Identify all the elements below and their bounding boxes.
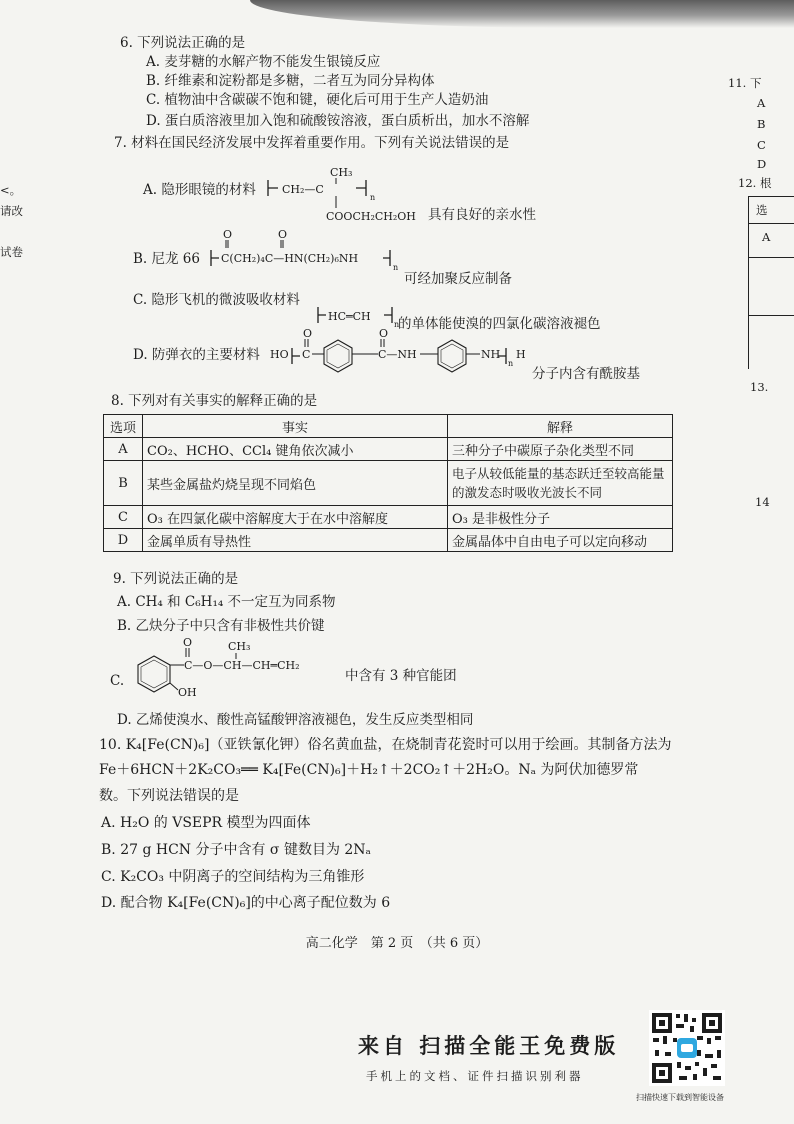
q9-option-d: D. 乙烯使溴水、酸性高锰酸钾溶液褪色，发生反应类型相同 xyxy=(117,712,474,728)
q7-d-o1: O xyxy=(303,327,313,340)
q7-c-n: n xyxy=(394,320,400,329)
table-cell-fact: O₃ 在四氯化碳中溶解度大于在水中溶解度 xyxy=(143,506,448,529)
q9-c-oh: OH xyxy=(178,686,197,699)
q6-option-d: D. 蛋白质溶液里加入饱和硫酸铵溶液，蛋白质析出，加水不溶解 xyxy=(146,113,530,129)
q6-option-c: C. 植物油中含碳碳不饱和键，硬化后可用于生产人造奶油 xyxy=(146,92,489,108)
q7-a-side: COOCH₂CH₂OH xyxy=(326,210,416,223)
table-cell-explanation: 电子从较低能量的基态跃迁至较高能量的激发态时吸收光波长不同 xyxy=(448,461,673,506)
table-cell-option: A xyxy=(104,438,143,461)
table-cell-explanation: O₃ 是非极性分子 xyxy=(448,506,673,529)
table-header-row xyxy=(104,415,673,438)
margin-right-b: B xyxy=(757,117,766,131)
q10-option-a: A. H₂O 的 VSEPR 模型为四面体 xyxy=(101,815,311,831)
q7-option-d-tail: 分子内含有酰胺基 xyxy=(532,366,640,382)
margin-right-14: 14 xyxy=(755,495,770,509)
qr-caption: 扫描快速下载到智能设备 xyxy=(636,1093,724,1102)
margin-right-13: 13. xyxy=(750,380,769,394)
margin-left-3: 试卷 xyxy=(0,245,23,259)
q7-option-a-label: A. 隐形眼镜的材料 xyxy=(143,182,256,198)
q8-table xyxy=(103,414,673,552)
scanner-brand-subtitle: 手机上的文档、证件扫描识别利器 xyxy=(366,1069,584,1083)
q7-d-ho: HO xyxy=(270,348,289,361)
q7-a-main: CH₂—C xyxy=(282,183,324,196)
margin-right-11: 11. 下 xyxy=(728,76,762,90)
margin-right-d: D xyxy=(757,157,767,171)
q7-d-c1: C xyxy=(302,348,311,361)
margin-right-a: A xyxy=(757,96,766,110)
page-footer: 高二化学 第 2 页 （共 6 页） xyxy=(305,936,489,951)
q7-d-c2: C—NH xyxy=(378,348,417,361)
q9-c-chain: C—O—CH—CH═CH₂ xyxy=(184,659,300,672)
q9-option-a: A. CH₄ 和 C₆H₁₄ 不一定互为同系物 xyxy=(117,594,336,610)
table-cell-option: C xyxy=(104,506,143,529)
q7-option-c-tail: 的单体能使溴的四氯化碳溶液褪色 xyxy=(398,316,601,332)
q10-stem-line3: 数。下列说法错误的是 xyxy=(99,788,239,804)
q6-option-a: A. 麦芽糖的水解产物不能发生银镜反应 xyxy=(146,54,381,70)
q7-option-c-label: C. 隐形飞机的微波吸收材料 xyxy=(133,292,300,308)
table-row xyxy=(104,506,673,529)
table-row xyxy=(104,461,673,506)
q7-b-o1: O xyxy=(223,228,233,241)
q7-b-structure xyxy=(207,228,407,278)
table-cell-explanation: 三种分子中碳原子杂化类型不同 xyxy=(448,438,673,461)
table-cell-fact: CO₂、HCHO、CCl₄ 键角依次减小 xyxy=(143,438,448,461)
table-header-explanation: 解释 xyxy=(448,415,673,438)
q7-d-o2: O xyxy=(379,327,389,340)
scan-shadow xyxy=(250,0,794,28)
margin-right-table-fragment xyxy=(748,196,794,369)
q6-option-b: B. 纤维素和淀粉都是多糖，二者互为同分异构体 xyxy=(146,73,435,89)
q10-option-b: B. 27 g HCN 分子中含有 σ 键数目为 2Nₐ xyxy=(101,842,371,858)
q10-option-d: D. 配合物 K₄[Fe(CN)₆]的中心离子配位数为 6 xyxy=(101,895,391,911)
q7-b-n: n xyxy=(393,263,399,272)
q9-c-structure xyxy=(132,636,352,706)
margin-right-12: 12. 根 xyxy=(738,176,772,190)
q7-d-nh: NH xyxy=(481,348,501,361)
table-row xyxy=(104,438,673,461)
q7-option-d-label: D. 防弹衣的主要材料 xyxy=(133,347,260,363)
q9-c-ch3: CH₃ xyxy=(228,640,251,653)
table-row xyxy=(104,529,673,552)
q7-option-a-tail: 具有良好的亲水性 xyxy=(428,207,536,223)
q10-stem-line2: Fe＋6HCN＋2K₂CO₃══ K₄[Fe(CN)₆]＋H₂↑＋2CO₂↑＋2H₂O。Nₐ 为阿伏加德罗常 xyxy=(99,762,639,778)
table-cell-explanation: 金属晶体中自由电子可以定向移动 xyxy=(448,529,673,552)
qr-code-icon[interactable] xyxy=(649,1010,725,1086)
q7-b-formula: C(CH₂)₄C—HN(CH₂)₆NH xyxy=(221,252,359,265)
table-cell-option: B xyxy=(104,461,143,506)
table-cell-fact: 某些金属盐灼烧呈现不同焰色 xyxy=(143,461,448,506)
scanner-brand-title: 来自 扫描全能王免费版 xyxy=(358,1033,620,1058)
q7-d-n: n xyxy=(508,359,514,368)
q6-stem: 6. 下列说法正确的是 xyxy=(120,35,246,51)
q7-stem: 7. 材料在国民经济发展中发挥着重要作用。下列有关说法错误的是 xyxy=(114,135,510,151)
q7-a-n: n xyxy=(370,193,376,202)
q7-d-h: H xyxy=(516,348,526,361)
q9-stem: 9. 下列说法正确的是 xyxy=(113,571,239,587)
table-header-option: 选项 xyxy=(104,415,143,438)
q8-stem: 8. 下列对有关事实的解释正确的是 xyxy=(111,393,318,409)
margin-right-c: C xyxy=(757,138,766,152)
table-header-fact: 事实 xyxy=(143,415,448,438)
q7-c-formula: HC═CH xyxy=(328,310,371,323)
margin-left-2: 请改 xyxy=(0,204,23,218)
margin-right-table-head: 选 xyxy=(756,203,768,217)
table-cell-option: D xyxy=(104,529,143,552)
q9-c-o: O xyxy=(183,636,193,649)
margin-left-1: <。 xyxy=(0,183,22,197)
q7-option-b-label: B. 尼龙 66 xyxy=(133,251,200,267)
table-cell-fact: 金属单质有导热性 xyxy=(143,529,448,552)
margin-right-table-a: A xyxy=(762,230,771,244)
q7-option-b-tail: 可经加聚反应制备 xyxy=(404,271,512,287)
q7-b-o2: O xyxy=(278,228,288,241)
q9-option-c-label: C. xyxy=(110,673,125,689)
q10-option-c: C. K₂CO₃ 中阴离子的空间结构为三角锥形 xyxy=(101,869,365,885)
q9-option-b: B. 乙炔分子中只含有非极性共价键 xyxy=(117,618,325,634)
q10-stem-line1: 10. K₄[Fe(CN)₆]（亚铁氰化钾）俗名黄血盐，在烧制青花瓷时可以用于绘画。其制备方法为 xyxy=(99,737,672,753)
q9-option-c-tail: 中含有 3 种官能团 xyxy=(345,668,457,684)
q7-a-ch3: CH₃ xyxy=(330,166,353,179)
